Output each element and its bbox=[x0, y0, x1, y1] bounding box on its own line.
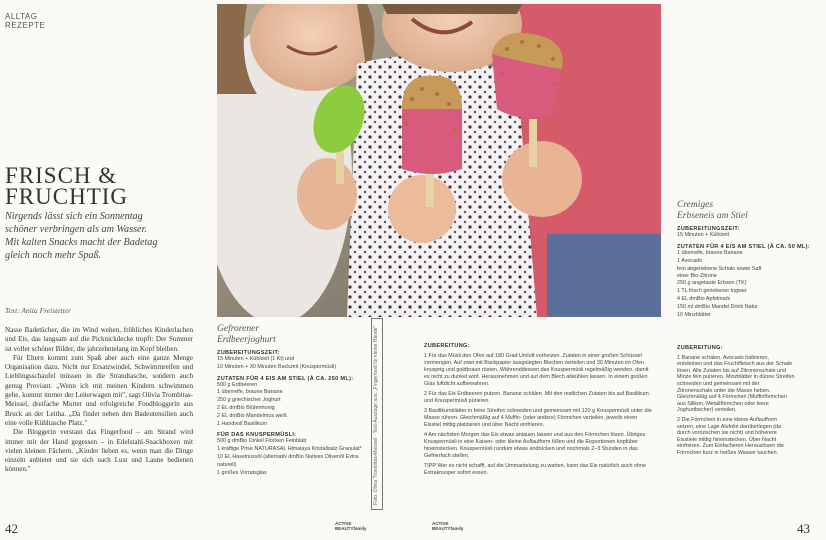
photo-credit: Foto: Olivia Trombitas-Meissel · Text-Auszüge aus: „Fingerfood für kleine Hände" bbox=[373, 325, 379, 505]
recipe2-title-line1: Cremiges bbox=[677, 200, 714, 210]
section-label bbox=[5, 12, 45, 30]
article-title bbox=[5, 165, 128, 207]
brand-line1: ACTIVE bbox=[432, 521, 449, 526]
recipe2-prep-line: 15 Minuten + Kühlzeit bbox=[677, 232, 729, 238]
recipe1-prep-heading: ZUBEREITUNGSZEIT: bbox=[217, 350, 280, 356]
recipe2-step: 2 Die Förmchen in eine kleine Auflaufform setzen, eine Lage Alufolie darüberlegen (da durch vorrutschen sie nicht) und höherere Eisstiele mittig hineinstecken. Über Nacht einfrieren. Zum Einfacheren Herauslösen die Förmchen kurz in heißes Wasser tauchen. bbox=[677, 416, 784, 456]
recipe2-ingredient: 1 TL frisch geriebener Ingwer bbox=[677, 288, 747, 295]
recipe1-tip: TIPP Wer es nicht schafft, auf die Ummantelung zu warten, kann das Eis natürlich auch ohne Extraknusper sofort essen. bbox=[424, 463, 647, 476]
recipe2-ingredient: 10 Minzblätter bbox=[677, 311, 711, 318]
hero-photo bbox=[217, 4, 661, 317]
article-title-line1: FRISCH & bbox=[5, 163, 118, 188]
photo-credit-box bbox=[371, 318, 383, 510]
hand bbox=[502, 141, 582, 217]
recipe1-muesli-item: 500 g dmBio Dinkel Flocken Feinblatt bbox=[217, 438, 307, 445]
recipe2-step: 1 Banane schälen. Avocado halbieren, entsteinen und das Fruchtfleisch aus der Schale lösen. Alle Zutaten bis auf Zitronenschale und Minze fein pürieren. Minzblätter in dünne Streifen schneiden und gemeinsam mit der Zitronenschale unter die Masse heben. Gleichmäßig auf 4 Förmchen (Muffinförmchen aus Silikon, Metallförmchen oder leere Joghurtbecher) verteilen. bbox=[677, 354, 795, 414]
article-paragraph: Die Bloggerin verstaut das Fingerfood – am Strand wird immer mit der Hand gegessen – in Edelstahl-Snackboxen mit vielen kleinen Fächern. „Kinder lieben es, wenn man die Dinge einzeln anbietet und sie sich nach Lust und Laune bedienen können." bbox=[5, 428, 193, 474]
recipe1-title-line2: Erdbeerjoghurt bbox=[217, 335, 276, 345]
recipe1-muesli-item: 1 kräftige Prise NATURASAL Himalaya Kristallsalz Granulat* bbox=[217, 446, 362, 453]
recipe1-prep-line: 15 Minuten + Kühlzeit (1 Kt) und bbox=[217, 356, 295, 362]
hand bbox=[297, 158, 357, 230]
recipe1-ingredients bbox=[217, 350, 367, 477]
article-body bbox=[5, 326, 193, 475]
article-paragraph: Für Eltern kommt zum Spaß aber auch eine ganze Menge Organisation dazu. Nicht nur Ersatzwindel, Schwimmreifen und Lieblingsschaufel müssen in die Strandtasche, sondern auch genug Proviant. „Wenn ich mit meinen Kindern schwimmen gehe, kommt immer der Leiterwagen mit", sagt Olivia Trombitas-Meissel, dreifache Mutter und erfolgreiche Foodbloggerin aus Bruck an der Leitha. „Da findet neben den Badeutensilien auch eine volle Kühltasche Platz." bbox=[5, 353, 193, 427]
recipe1-ingredient: 2 EL dmBio Mandelmus weiß bbox=[217, 412, 287, 419]
recipe2-ingredients-heading: ZUTATEN FÜR 4 EIS AM STIEL (À CA. 50 ML): bbox=[677, 243, 810, 250]
brand-logo-right bbox=[432, 522, 464, 531]
brand-logo-left bbox=[335, 522, 367, 531]
article-paragraph: Nasse Badetücher, die im Wind wehen, fröhliches Kinderlachen und Eis, das langsam auf die Picknickdecke tropft: Der Sommer ist voller schöner Bilder, die jahrzehntelang im Kopf bleiben. bbox=[5, 326, 193, 353]
recipe2-ingredient: 250 g angetaute Erbsen (TK) bbox=[677, 280, 747, 287]
article-title-line2: FRUCHTIG bbox=[5, 184, 129, 209]
recipe1-prep-line: 10 Minuten + 30 Minuten Backzeit (Knuspermüsli) bbox=[217, 363, 337, 370]
recipe2-ingredient: 4 EL dmBio Apfelmark bbox=[677, 295, 731, 302]
hero-photo-illustration bbox=[217, 4, 661, 317]
recipe1-ingredient: 1 Handvoll Basilikum bbox=[217, 420, 268, 427]
article-subtitle: Nirgends lässt sich ein Sonnentag schöner verbringen als am Wasser. Mit kalten Snacks macht der Badetag gleich noch mehr Spaß. bbox=[5, 211, 158, 261]
recipe1-ingredients-heading: ZUTATEN FÜR 4 EIS AM STIEL (À CA. 250 ML): bbox=[217, 375, 354, 382]
section-label-line2: REZEPTE bbox=[5, 21, 46, 30]
recipe2-ingredient: 1 Avocado bbox=[677, 257, 703, 264]
recipe1-ingredient: 1 überreife, braune Banane bbox=[217, 389, 283, 396]
recipe1-muesli-item: 1 großes Vorratsglas bbox=[217, 469, 267, 476]
recipe1-step: 3 Basilikumblätter in feine Streifen schneiden und gemeinsam mit 120 g Knuspermüsli unter die Masse rühren. Gleichmäßig auf 4 Muffin- (oder andere) Förmchen verteilen, jeweils einen Eisstiel mittig platzieren und über Nacht einfrieren. bbox=[424, 408, 652, 428]
recipe1-title-line1: Gefrorener bbox=[217, 324, 260, 334]
recipe1-ingredient: 2 EL dmBio Blütenhonig bbox=[217, 404, 275, 411]
recipe1-step: 4 Am nächsten Morgen das Eis etwas antauen lassen und aus den Förmchen lösen. Übriges Knuspermüsli in eine Kaisen- oder kleine Auflaufform füllen und die Eisportionen kopfüber hineinstecken. Knuspermüsli rundum etwas andrücken und nochmals 2–3 Stunden in das Gefrierfach stellen. bbox=[424, 432, 646, 459]
recipe2-steps bbox=[677, 345, 795, 460]
recipe2-prep-heading: ZUBEREITUNGSZEIT: bbox=[677, 226, 740, 232]
recipe2-steps-heading: ZUBEREITUNG: bbox=[677, 345, 723, 351]
brand-line1: ACTIVE bbox=[335, 521, 352, 526]
section-label-line1: ALLTAG bbox=[5, 12, 38, 21]
recipe2-ingredient: fein abgeriebene Schale sowie Saft einer Bio-Zitrone bbox=[677, 266, 762, 279]
article-author: Text: Anita Freistetter bbox=[5, 306, 71, 315]
brand-line2: BEAUTYfamily bbox=[335, 525, 367, 531]
recipe1-muesli-item: 10 EL Haselnussöl (alternativ dmBio Natives Olivenöl Extra naturell) bbox=[217, 453, 359, 468]
recipe1-ingredient: 250 g griechischer Joghurt bbox=[217, 397, 281, 404]
recipe1-steps-heading: ZUBEREITUNG: bbox=[424, 343, 470, 349]
recipe2-ingredient: 1 überreife, braune Banane bbox=[677, 249, 743, 256]
hand bbox=[388, 175, 456, 243]
denim bbox=[547, 234, 661, 317]
recipe1-muesli-heading: FÜR DAS KNUSPERMÜSLI: bbox=[217, 432, 297, 439]
page-number-right: 43 bbox=[797, 521, 810, 536]
recipe1-title bbox=[217, 324, 276, 346]
recipe1-step: 2 Für das Eis Erdbeeren putzen. Banane schälen. Mit den restlichen Zutaten bis auf Basilikum und Knuspermüsli pürieren. bbox=[424, 391, 649, 404]
recipe2-ingredients bbox=[677, 226, 817, 319]
recipe1-step: 1 Für das Müsli den Ofen auf 180 Grad Umluft vorheizen. Zutaten in einer großen Schüssel vermengen. Auf zwei mit Backpapier ausgelegten Blechen verteilen und 30 Minuten im Ofen knusprig und goldbraun rösten. Währenddessen das Knuspermüsli regelmäßig wenden, damit es nicht zu dunkel wird. Herausnehmen und auf dem Blech abkühlen lassen. In einem großen Glas luftdicht aufbewahren. bbox=[424, 353, 649, 387]
recipe1-ingredient: 500 g Erdbeeren bbox=[217, 381, 258, 388]
recipe2-title-line2: Erbseneis am Stiel bbox=[677, 211, 748, 221]
recipe1-steps bbox=[424, 343, 654, 480]
page-number-left: 42 bbox=[5, 521, 18, 536]
recipe2-ingredient: 150 ml dmBio Mandel Drink Natur bbox=[677, 303, 758, 310]
brand-line2: BEAUTYfamily bbox=[432, 525, 464, 531]
recipe2-title bbox=[677, 200, 748, 222]
